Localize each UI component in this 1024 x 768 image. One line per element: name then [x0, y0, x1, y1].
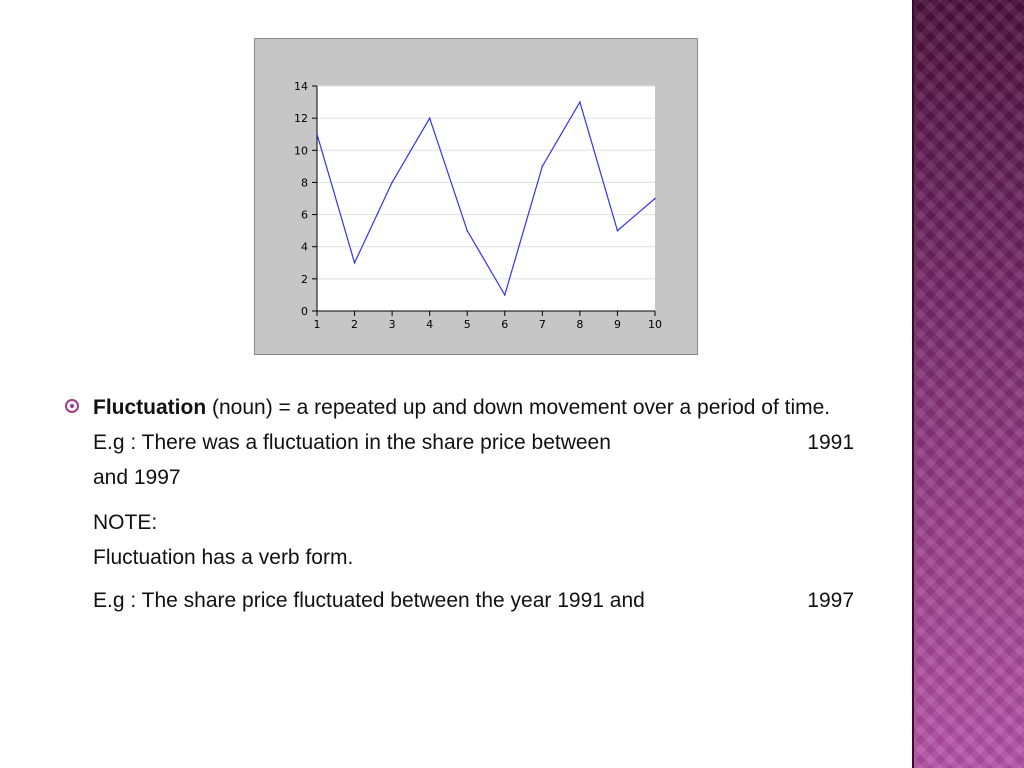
note-title: NOTE:: [93, 511, 158, 534]
verb-example-line: [64, 583, 854, 618]
note-text: Fluctuation has a verb form.: [93, 546, 354, 569]
y-tick-label: 14: [294, 80, 308, 93]
x-tick-label: 8: [576, 318, 584, 331]
y-tick-label: 10: [294, 144, 308, 158]
data-point: [617, 230, 619, 232]
chart-svg: [255, 39, 697, 354]
decorative-sidebar: [912, 0, 1024, 768]
plot-area: [317, 86, 655, 311]
term: Fluctuation: [93, 396, 207, 419]
y-tick-label: 6: [301, 208, 308, 222]
x-tick-label: 1: [313, 318, 321, 331]
data-point: [316, 133, 318, 135]
verb-example-year: 1997: [807, 589, 854, 612]
y-tick-label: 8: [301, 176, 308, 190]
x-tick-label: 3: [388, 318, 396, 331]
example-text: E.g : There was a fluctuation in the share price between: [93, 431, 611, 454]
data-point: [579, 101, 581, 103]
x-tick-label: 6: [501, 318, 509, 331]
data-point: [429, 117, 431, 119]
data-point: [466, 230, 468, 232]
y-tick-label: 2: [301, 272, 308, 286]
definition-text: (noun) = a repeated up and down movement over a period of time.: [206, 396, 831, 419]
x-tick-label: 10: [648, 318, 662, 331]
x-tick-label: 5: [463, 318, 471, 331]
y-tick-label: 0: [301, 305, 308, 318]
example-year: 1991: [807, 431, 854, 454]
data-point: [391, 182, 393, 184]
verb-example-text: E.g : The share price fluctuated between the year 1991 and: [93, 589, 645, 612]
definition-block: [64, 390, 854, 618]
radio-bullet-icon: [65, 399, 79, 413]
data-point: [654, 198, 656, 200]
data-point: [354, 262, 356, 264]
x-tick-label: 9: [613, 318, 621, 331]
x-tick-label: 4: [426, 318, 434, 331]
data-point: [542, 166, 544, 168]
data-point: [504, 294, 506, 296]
x-tick-label: 7: [538, 318, 546, 331]
example-tail: and 1997: [93, 466, 181, 489]
x-tick-label: 2: [351, 318, 359, 331]
note-block: [64, 505, 854, 575]
bullet-item: [64, 390, 854, 495]
y-tick-label: 4: [301, 240, 308, 254]
y-tick-label: 12: [294, 112, 308, 126]
example-line: [93, 425, 854, 460]
line-chart: [254, 38, 698, 355]
